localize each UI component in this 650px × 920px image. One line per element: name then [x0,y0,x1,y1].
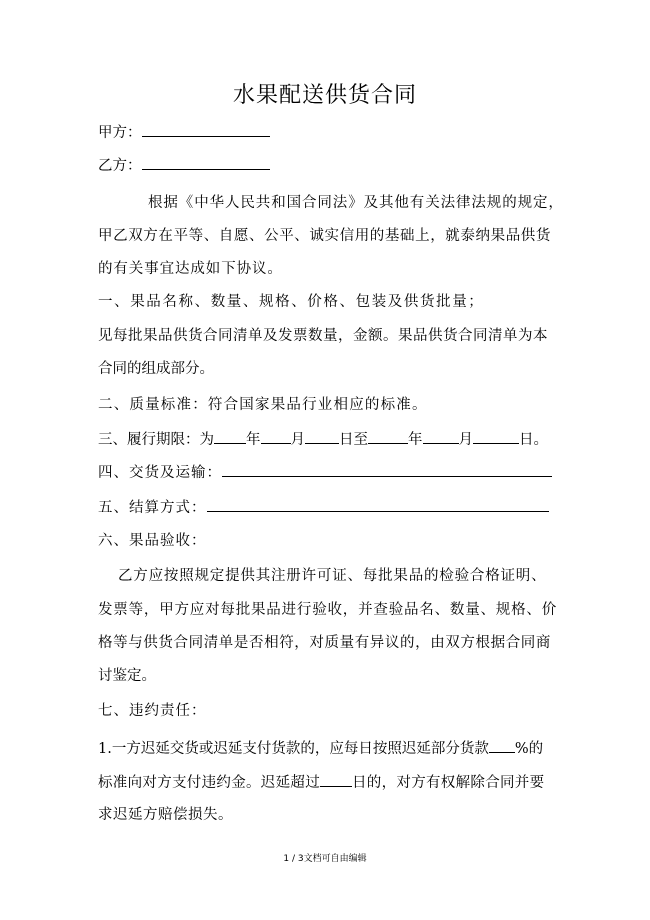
party-a-label: 甲方： [98,125,142,141]
year-label-1: 年 [246,432,261,448]
year-label-2: 年 [408,432,423,448]
day-to-label: 日至 [339,432,368,448]
end-day-blank [473,429,519,444]
section-7-line-2 [98,772,558,793]
party-b-label: 乙方： [98,158,142,174]
preamble-line-3: 的有关事宜达成如下协议。 [98,261,283,277]
delivery-label: 四、交货及运输： [98,465,222,481]
preamble-line-1: 根据《中华人民共和国合同法》及其他有关法律法规的规定， [148,195,564,211]
section-3-period [98,429,558,450]
section-6-line-1: 乙方应按照规定提供其注册许可证、每批果品的检验合格证明、 [118,568,547,584]
party-b-blank [142,155,270,170]
delivery-blank [222,462,552,477]
penalty-text-1: 1.一方迟延交货或迟延支付货款的，应每日按照迟延部分货款 [98,741,489,757]
section-7-line-1 [98,738,558,759]
settlement-label: 五、结算方式： [98,500,207,516]
section-5-settlement [98,497,558,518]
start-year-blank [214,429,246,444]
section-1-heading: 一、果品名称、数量、规格、价格、包装及供货批量； [98,294,485,310]
section-1-line-1: 见每批果品供货合同清单及发票数量，金额。果品供货合同清单为本 [98,328,548,344]
delay-days-blank [320,772,352,787]
penalty-text-3: 日的，对方有权解除合同并要 [352,775,545,791]
month-label-1: 月 [290,432,305,448]
party-a-line [98,122,558,143]
section-6-heading: 六、果品验收： [98,533,207,549]
settlement-blank [207,497,549,512]
party-a-blank [142,122,270,137]
party-b-line [98,155,558,176]
penalty-percent-blank [489,738,515,753]
section-6-line-2: 发票等，甲方应对每批果品进行验收，并查验品名、数量、规格、价 [98,602,557,618]
penalty-percent-suffix: %的 [514,741,544,757]
section-6-line-4: 讨鉴定。 [98,668,156,684]
start-month-blank [261,429,291,444]
month-label-2: 月 [458,432,473,448]
section-7-line-3: 求迟延方赔偿损失。 [98,807,233,823]
document-title: 水果配送供货合同 [232,83,417,108]
start-day-blank [305,429,339,444]
end-month-blank [423,429,459,444]
section-6-line-3: 格等与供货合同清单是否相符，对质量有异议的，由双方根据合同商 [98,635,551,651]
section-2: 二、质量标准：符合国家果品行业相应的标准。 [98,397,428,413]
preamble-line-2: 甲乙双方在平等、自愿、公平、诚实信用的基础上，就泰纳果品供货 [98,228,551,244]
period-prefix: 三、履行期限：为 [98,432,214,448]
section-1-line-2: 合同的组成部分。 [98,361,214,377]
section-4-delivery [98,462,558,483]
page-footer: 1 / 3文档可自由编辑 [283,854,367,864]
penalty-text-2: 标准向对方支付违约金。迟延超过 [98,775,320,791]
end-year-blank [368,429,408,444]
section-7-heading: 七、违约责任： [98,703,207,719]
day-label-2: 日。 [519,432,548,448]
